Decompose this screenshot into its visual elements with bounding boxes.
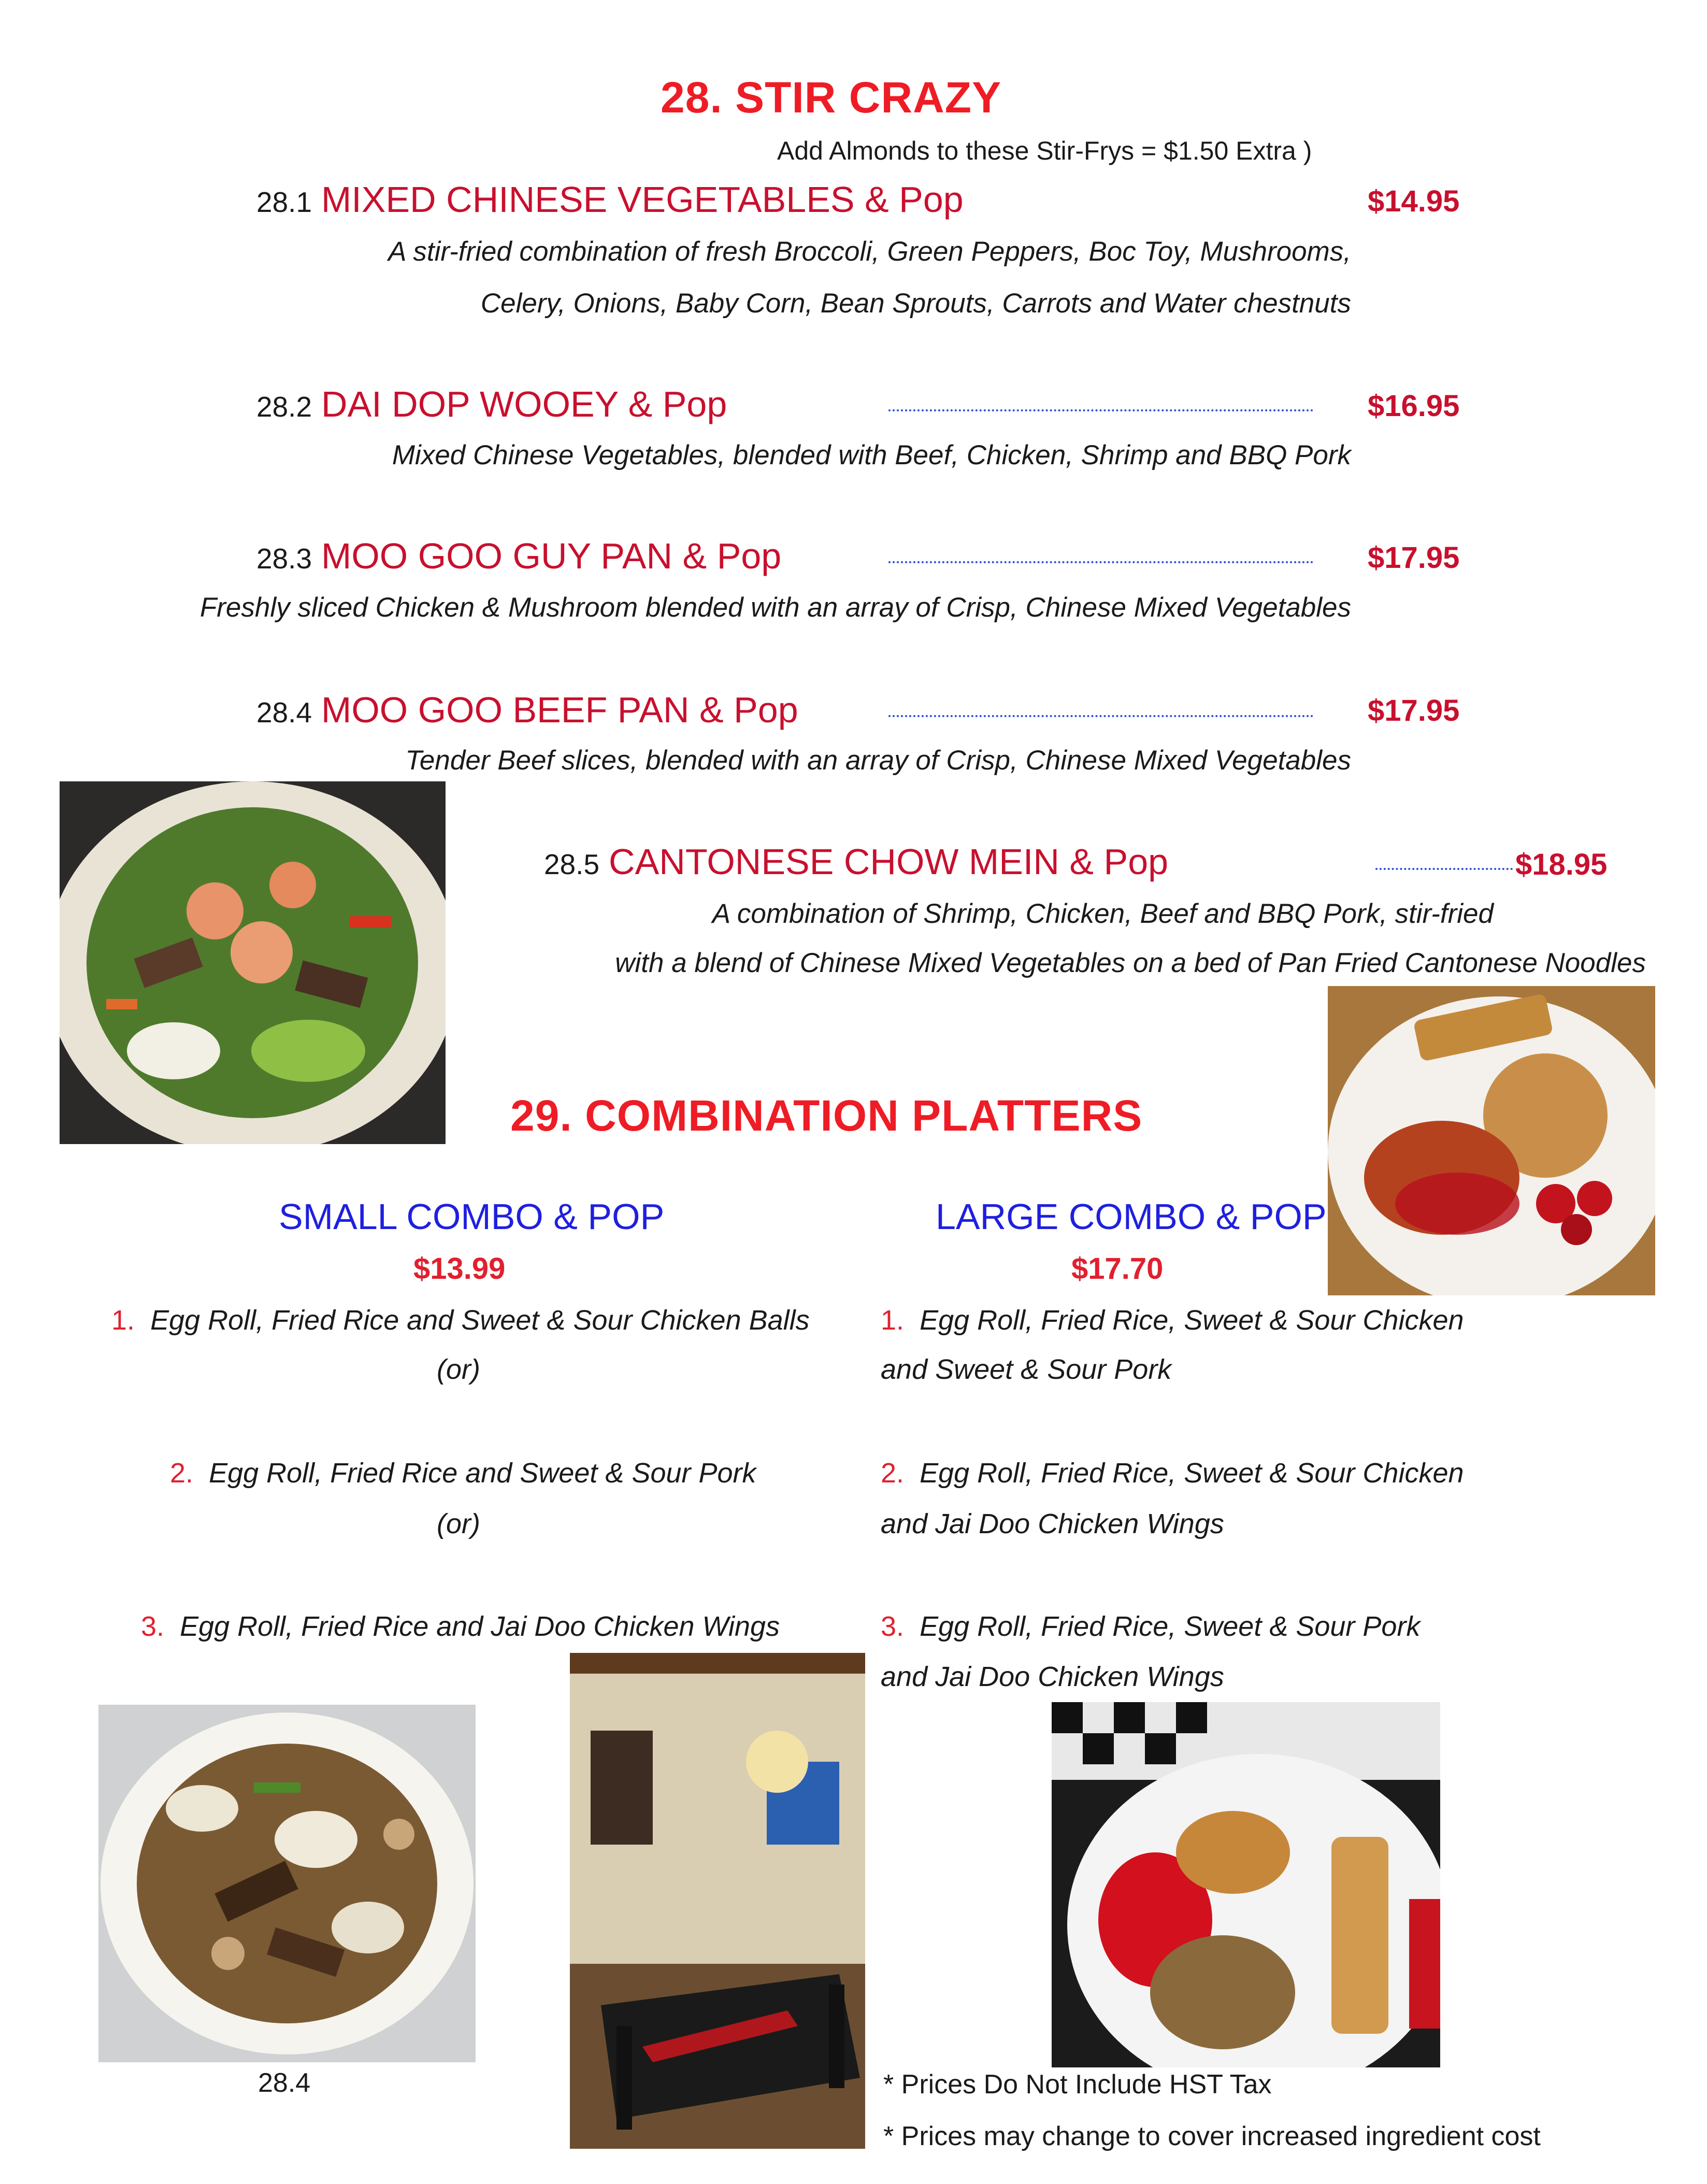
item-name: DAI DOP WOOEY & Pop bbox=[321, 384, 727, 424]
menu-item-28-1-desc-2: Celery, Onions, Baby Corn, Bean Sprouts, Carrots and Water chestnuts bbox=[480, 288, 1351, 319]
section-28-title: 28. STIR CRAZY bbox=[661, 73, 1002, 122]
item-name: CANTONESE CHOW MEIN & Pop bbox=[609, 841, 1169, 882]
item-number: 28.1 bbox=[256, 186, 312, 218]
menu-item-28-2-desc: Mixed Chinese Vegetables, blended with Beef, Chicken, Shrimp and BBQ Pork bbox=[392, 440, 1351, 470]
large-combo-option-1 bbox=[881, 1304, 1464, 1336]
moo-goo-beef-pan-photo bbox=[98, 1705, 476, 2062]
menu-item-28-5-title bbox=[544, 841, 1168, 882]
footnote-price-change: * Prices may change to cover increased ingredient cost bbox=[883, 2121, 1541, 2151]
menu-item-28-5-desc-2: with a blend of Chinese Mixed Vegetables on a bed of Pan Fried Cantonese Noodles bbox=[615, 948, 1646, 978]
option-number: 3. bbox=[881, 1611, 905, 1642]
menu-item-28-5-desc-1: A combination of Shrimp, Chicken, Beef and BBQ Pork, stir-fried bbox=[712, 898, 1494, 929]
menu-item-28-5-price: $18.95 bbox=[1515, 848, 1608, 881]
menu-item-28-1-desc-1: A stir-fried combination of fresh Broccoli, Green Peppers, Boc Toy, Mushrooms, bbox=[388, 236, 1351, 267]
option-number: 2. bbox=[881, 1458, 905, 1489]
small-combo-option-1 bbox=[111, 1304, 810, 1336]
menu-item-28-1-title bbox=[256, 179, 964, 220]
section-29-title: 29. COMBINATION PLATTERS bbox=[510, 1091, 1143, 1140]
menu-item-28-3-title bbox=[256, 535, 781, 577]
photo-caption-28-4: 28.4 bbox=[258, 2068, 311, 2098]
footnote-hst: * Prices Do Not Include HST Tax bbox=[883, 2069, 1272, 2100]
combo-platter-photo bbox=[1328, 986, 1655, 1295]
large-combo-option-2-line-2: and Jai Doo Chicken Wings bbox=[881, 1508, 1224, 1539]
dining-room-photo bbox=[570, 1653, 865, 2149]
stir-fry-shrimp-photo bbox=[60, 781, 446, 1144]
large-combo-heading: LARGE COMBO & POP bbox=[936, 1196, 1327, 1237]
item-name: MOO GOO BEEF PAN & Pop bbox=[321, 690, 798, 730]
large-combo-option-1-line-2: and Sweet & Sour Pork bbox=[881, 1354, 1172, 1385]
option-number: 3. bbox=[141, 1611, 165, 1642]
or-separator: (or) bbox=[437, 1354, 480, 1385]
menu-item-28-4-desc: Tender Beef slices, blended with an array of Crisp, Chinese Mixed Vegetables bbox=[405, 745, 1351, 776]
option-text: Egg Roll, Fried Rice and Sweet & Sour Chicken Balls bbox=[150, 1305, 810, 1336]
option-text: Egg Roll, Fried Rice and Sweet & Sour Pork bbox=[209, 1458, 756, 1489]
large-combo-price: $17.70 bbox=[1071, 1252, 1164, 1286]
small-combo-option-2 bbox=[170, 1457, 756, 1489]
or-separator: (or) bbox=[437, 1508, 480, 1539]
menu-item-28-1-price: $14.95 bbox=[1368, 184, 1460, 218]
item-name: MIXED CHINESE VEGETABLES & Pop bbox=[321, 179, 964, 220]
menu-item-28-2-title bbox=[256, 383, 727, 425]
small-combo-heading: SMALL COMBO & POP bbox=[279, 1196, 665, 1237]
option-number: 1. bbox=[881, 1305, 905, 1336]
leader-dots bbox=[888, 715, 1313, 717]
leader-dots bbox=[888, 561, 1313, 563]
item-number: 28.4 bbox=[256, 696, 312, 729]
item-number: 28.2 bbox=[256, 391, 312, 423]
menu-item-28-3-desc: Freshly sliced Chicken & Mushroom blended with an array of Crisp, Chinese Mixed Vegetables bbox=[199, 592, 1351, 623]
leader-dots bbox=[1375, 868, 1513, 870]
small-combo-price: $13.99 bbox=[413, 1252, 506, 1286]
option-text: Egg Roll, Fried Rice, Sweet & Sour Chicken bbox=[920, 1305, 1464, 1336]
small-combo-option-3 bbox=[141, 1610, 780, 1643]
large-combo-option-3 bbox=[881, 1610, 1420, 1643]
leader-dots bbox=[888, 409, 1313, 411]
menu-item-28-4-price: $17.95 bbox=[1368, 694, 1460, 727]
menu-item-28-2-price: $16.95 bbox=[1368, 389, 1460, 423]
item-number: 28.3 bbox=[256, 543, 312, 575]
option-number: 1. bbox=[111, 1305, 135, 1336]
item-name: MOO GOO GUY PAN & Pop bbox=[321, 536, 782, 576]
large-combo-option-3-line-2: and Jai Doo Chicken Wings bbox=[881, 1661, 1224, 1692]
menu-item-28-3-price: $17.95 bbox=[1368, 541, 1460, 575]
option-text: Egg Roll, Fried Rice, Sweet & Sour Chicken bbox=[920, 1458, 1464, 1489]
item-number: 28.5 bbox=[544, 848, 600, 880]
large-combo-option-2 bbox=[881, 1457, 1464, 1489]
combo-plate-chicken-photo bbox=[1052, 1702, 1440, 2067]
almonds-note: Add Almonds to these Stir-Frys = $1.50 Extra ) bbox=[777, 136, 1312, 165]
option-number: 2. bbox=[170, 1458, 194, 1489]
option-text: Egg Roll, Fried Rice, Sweet & Sour Pork bbox=[920, 1611, 1421, 1642]
menu-item-28-4-title bbox=[256, 689, 798, 731]
option-text: Egg Roll, Fried Rice and Jai Doo Chicken Wings bbox=[180, 1611, 780, 1642]
